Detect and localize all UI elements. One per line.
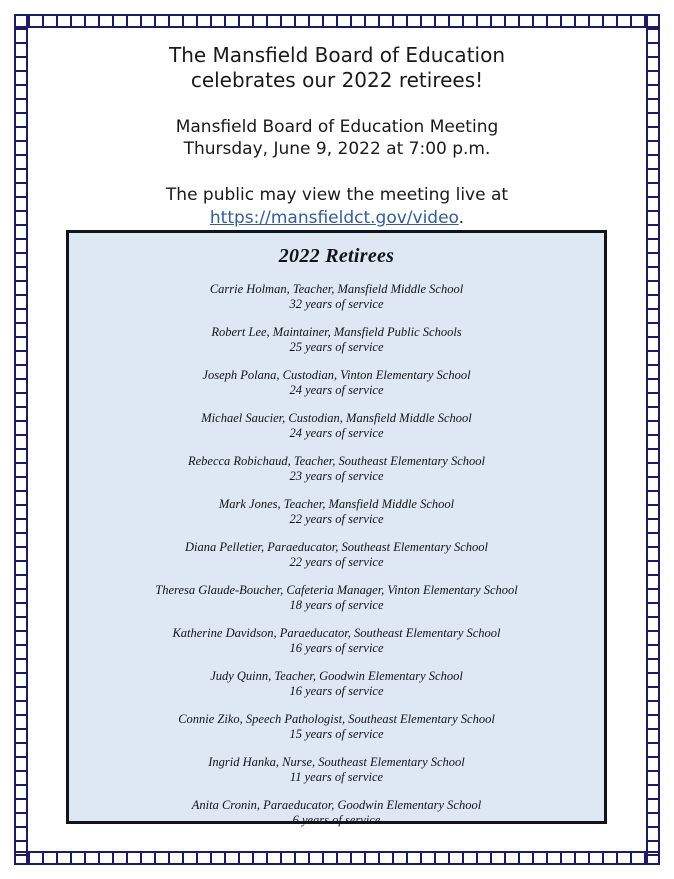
retiree-entry (69, 497, 604, 527)
retiree-name: Mark Jones, Teacher, Mansfield Middle School (218, 497, 455, 511)
border-bottom-pattern (14, 851, 660, 865)
retiree-entry (69, 368, 604, 398)
retiree-years-of-service: 16 years of service (289, 684, 384, 698)
retiree-years-of-service: 18 years of service (289, 598, 384, 612)
border-left-pattern (14, 14, 28, 865)
meeting-datetime: Thursday, June 9, 2022 at 7:00 p.m. (183, 139, 491, 159)
headline-line-1: The Mansfield Board of Education (168, 43, 505, 67)
retiree-name: Joseph Polana, Custodian, Vinton Elementary School (202, 368, 471, 382)
retiree-entry (69, 712, 604, 742)
retiree-name: Michael Saucier, Custodian, Mansfield Middle School (201, 411, 472, 425)
border-right-pattern (646, 14, 660, 865)
retiree-years-of-service: 24 years of service (289, 426, 384, 440)
retiree-years-of-service: 25 years of service (289, 340, 384, 354)
retiree-years-of-service: 23 years of service (289, 469, 384, 483)
retirees-list (69, 282, 604, 828)
retiree-name: Rebecca Robichaud, Teacher, Southeast Elementary School (187, 454, 486, 468)
retiree-name: Robert Lee, Maintainer, Mansfield Public Schools (211, 325, 462, 339)
meeting-details (34, 116, 640, 160)
retiree-entry (69, 669, 604, 699)
headline-line-2: celebrates our 2022 retirees! (190, 68, 484, 92)
retiree-name: Anita Cronin, Paraeducator, Goodwin Elementary School (191, 798, 482, 812)
view-instruction-text: The public may view the meeting live at (165, 185, 509, 205)
retiree-years-of-service: 22 years of service (289, 555, 384, 569)
retiree-years-of-service: 16 years of service (289, 641, 384, 655)
retiree-name: Carrie Holman, Teacher, Mansfield Middle School (209, 282, 464, 296)
border-top-pattern (14, 14, 660, 28)
retirees-panel (66, 230, 607, 827)
view-link-line (34, 207, 640, 230)
retiree-name: Ingrid Hanka, Nurse, Southeast Elementary School (208, 755, 465, 769)
retiree-entry (69, 411, 604, 441)
link-trailing-period: . (458, 208, 465, 228)
retiree-entry (69, 626, 604, 656)
retiree-years-of-service: 6 years of service (292, 813, 381, 827)
retiree-years-of-service: 15 years of service (289, 727, 384, 741)
retiree-entry (69, 583, 604, 613)
retiree-entry (69, 282, 604, 312)
flyer-content (34, 34, 640, 845)
retiree-years-of-service: 22 years of service (289, 512, 384, 526)
page-title (34, 43, 640, 93)
retiree-name: Theresa Glaude-Boucher, Cafeteria Manager, Vinton Elementary School (155, 583, 518, 597)
retirees-heading: 2022 Retirees (278, 245, 395, 267)
retiree-name: Diana Pelletier, Paraeducator, Southeast Elementary School (184, 540, 489, 554)
retiree-entry (69, 755, 604, 785)
retiree-name: Judy Quinn, Teacher, Goodwin Elementary School (210, 669, 463, 683)
retiree-entry (69, 540, 604, 570)
viewing-instructions (34, 184, 640, 230)
retiree-years-of-service: 24 years of service (289, 383, 384, 397)
retiree-entry (69, 325, 604, 355)
meeting-video-link[interactable]: https://mansfieldct.gov/video (209, 208, 459, 228)
retiree-years-of-service: 32 years of service (289, 297, 384, 311)
retiree-entry (69, 454, 604, 484)
retiree-years-of-service: 11 years of service (289, 770, 384, 784)
retiree-entry (69, 798, 604, 828)
meeting-name: Mansfield Board of Education Meeting (175, 117, 499, 137)
retiree-name: Katherine Davidson, Paraeducator, Southeast Elementary School (172, 626, 501, 640)
retiree-name: Connie Ziko, Speech Pathologist, Southeast Elementary School (178, 712, 495, 726)
